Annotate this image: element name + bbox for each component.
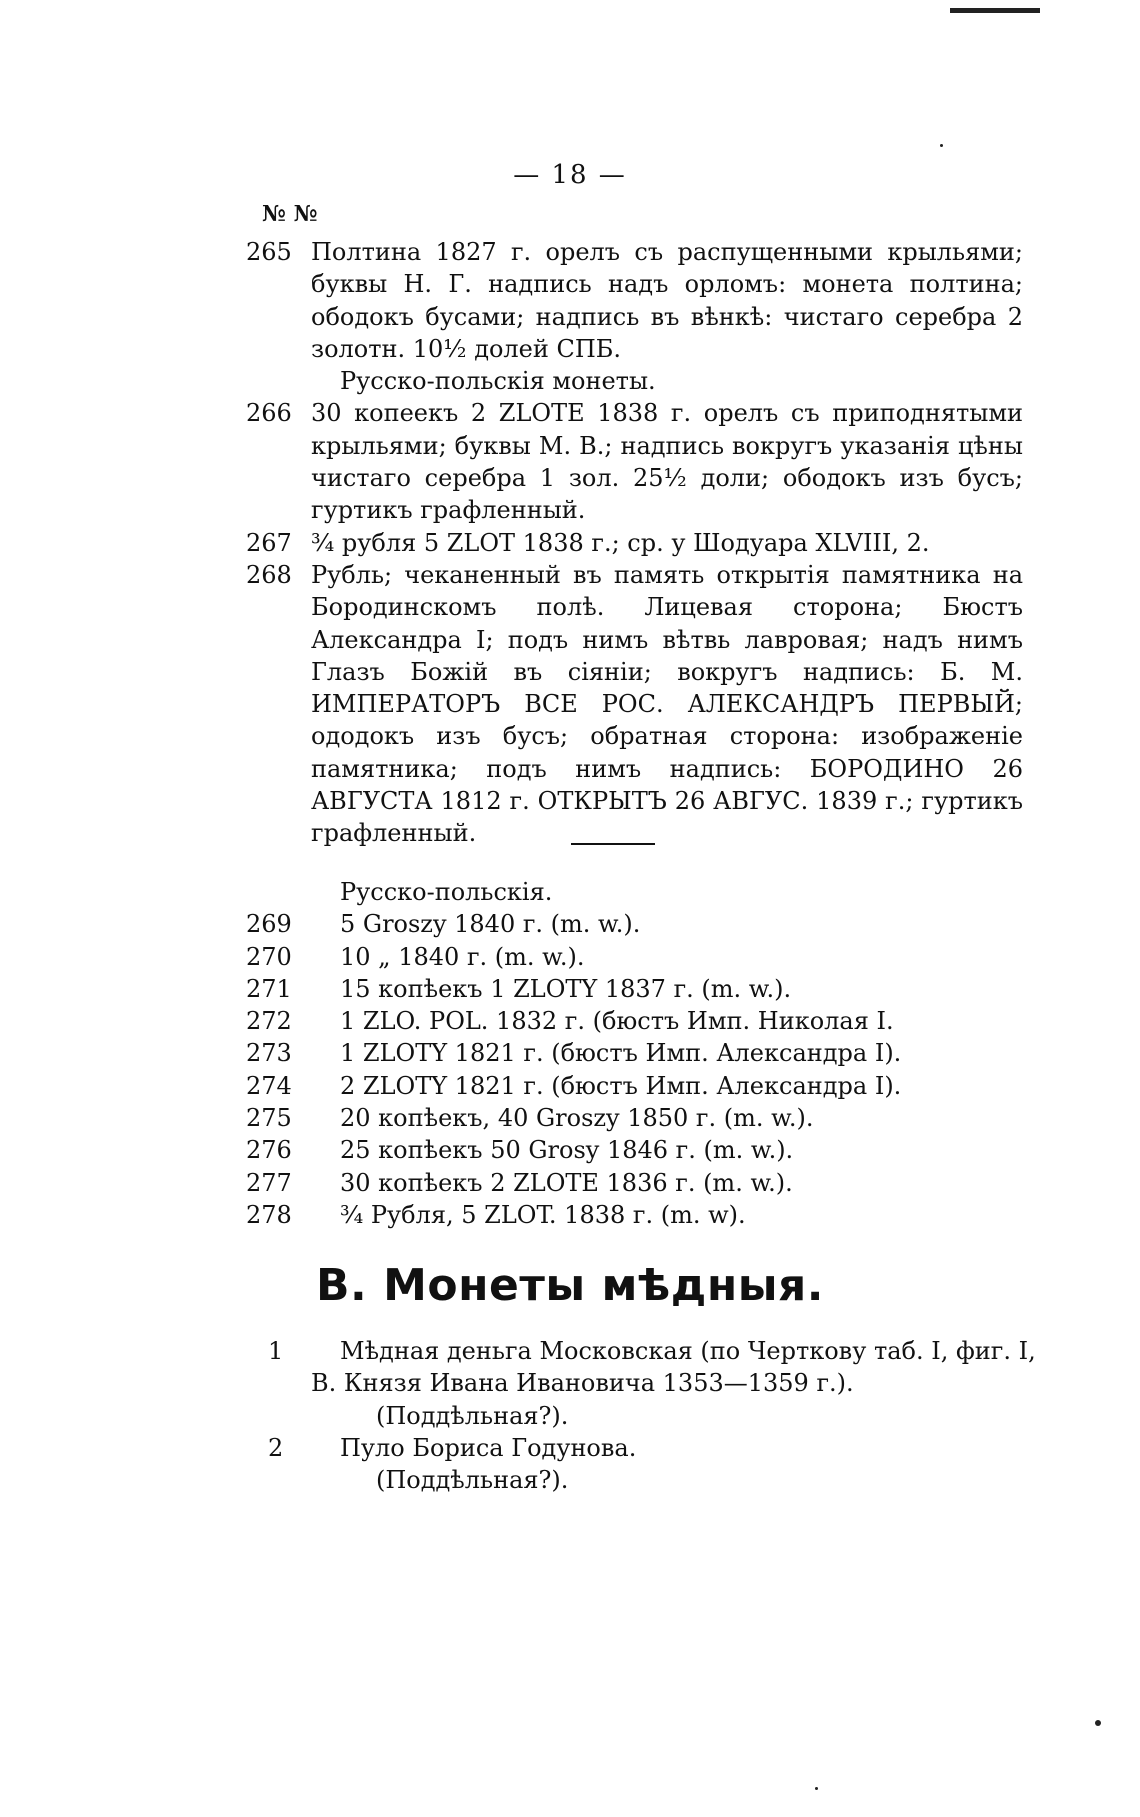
entry-text: Пуло Бориса Годунова. — [340, 1433, 637, 1462]
entry-text: Полтина 1827 г. орелъ съ распущенными крыльями; буквы Н. Г. надпись надъ орломъ: монета полтина; ободокъ бусами; надпись въ вѣнкѣ: чистаго серебра 2 золотн. 10½ долей СПБ. — [311, 238, 1023, 363]
entry-number: 275 — [246, 1104, 292, 1133]
list-item — [0, 1199, 1140, 1231]
entry-text: Мѣдная деньга Московская (по Черткову таб. I, фиг. I, — [340, 1337, 1036, 1365]
list-item-note — [0, 1464, 1140, 1496]
list-item — [0, 1335, 1140, 1367]
entry-number: 1 — [268, 1337, 284, 1365]
entry-text: ¾ рубля 5 ZLOT 1838 г.; ср. у Шодуара XLVIII, 2. — [311, 528, 930, 557]
entries-copper — [0, 1335, 1140, 1496]
page-number: — 18 — — [513, 160, 627, 190]
entry-number: 276 — [246, 1136, 292, 1165]
entry-text: В. Князя Ивана Ивановича 1353—1359 г.). — [311, 1369, 854, 1398]
entries-silver — [0, 236, 1140, 850]
list-item — [0, 1005, 1140, 1037]
entry-number: 277 — [246, 1168, 292, 1197]
entry-text: Рубль; чеканенный въ память открытія памятника на Бородинскомъ полѣ. Лицевая сторона; Бюстъ Александра I; подъ нимъ вѣтвь лавровая; надъ нимъ Глазъ Божій въ сіяніи; вокругъ надпись: Б. М. ИМПЕРАТОРЪ ВСЕ РОС. АЛЕКСАНДРЪ ПЕРВЫЙ; ододокъ изъ бусъ; обратная сторона: изображеніе памятника; подъ нимъ надпись: БОРОДИНО 26 АВГУСТА 1812 г. ОТКРЫТЪ 26 АВГУС. 1839 г.; гуртикъ графленный. — [311, 560, 1023, 848]
list-item — [0, 1432, 1140, 1464]
entry-note: (Поддѣльная?). — [376, 1401, 569, 1430]
entry-number: 268 — [246, 560, 292, 589]
list-item — [0, 1167, 1140, 1199]
entry-number: 278 — [246, 1200, 292, 1229]
entry-note: (Поддѣльная?). — [376, 1466, 569, 1495]
entries-russo-polish — [0, 876, 1140, 1231]
entry-text: 1 ZLOTY 1821 г. (бюстъ Имп. Александра I). — [340, 1039, 902, 1068]
ink-speck — [1095, 1720, 1101, 1726]
section-divider — [571, 843, 655, 845]
entry-text: ¾ Рубля, 5 ZLOT. 1838 г. (m. w). — [340, 1200, 746, 1229]
entry-text: 1 ZLO. POL. 1832 г. (бюстъ Имп. Николая I. — [340, 1007, 894, 1036]
entry-text: 30 копѣекъ 2 ZLOTE 1836 г. (m. w.). — [340, 1168, 793, 1197]
entry — [0, 559, 1140, 850]
entry-text: 15 копѣекъ 1 ZLOTY 1837 г. (m. w.). — [340, 974, 792, 1003]
list-item — [0, 1070, 1140, 1102]
entry-number: 265 — [246, 238, 292, 266]
section-label-text: Русско-польскія. — [340, 878, 553, 906]
entry-text: 20 копѣекъ, 40 Groszy 1850 г. (m. w.). — [340, 1104, 814, 1133]
entry-number: 273 — [246, 1039, 292, 1068]
entry-text: 25 копѣекъ 50 Grosy 1846 г. (m. w.). — [340, 1136, 794, 1165]
entry-number: 274 — [246, 1071, 292, 1100]
entry — [0, 527, 1140, 559]
list-item — [0, 1037, 1140, 1069]
entry-number: 271 — [246, 974, 292, 1003]
subheading — [0, 365, 1140, 397]
section-label — [0, 876, 1140, 908]
entry — [0, 236, 1140, 365]
entry-text: 2 ZLOTY 1821 г. (бюстъ Имп. Александра I). — [340, 1071, 902, 1100]
entry-text: 10 „ 1840 г. (m. w.). — [340, 942, 585, 971]
entry-number: 267 — [246, 528, 292, 557]
entry — [0, 397, 1140, 526]
list-item-note — [0, 1400, 1140, 1432]
list-item-continuation — [0, 1367, 1140, 1399]
section-heading: В. Монеты мѣдныя. — [316, 1260, 824, 1311]
list-item — [0, 1134, 1140, 1166]
list-item — [0, 1102, 1140, 1134]
ink-smudge — [950, 8, 1040, 13]
entry-number: 266 — [246, 399, 292, 428]
ink-speck — [940, 144, 943, 147]
list-item — [0, 908, 1140, 940]
entry-text: 5 Groszy 1840 г. (m. w.). — [340, 910, 641, 939]
entry-number: 272 — [246, 1007, 292, 1036]
entry-number: 269 — [246, 910, 292, 939]
list-item — [0, 941, 1140, 973]
entry-text: 30 копеекъ 2 ZLOTE 1838 г. орелъ съ приподнятыми крыльями; буквы М. В.; надпись вокругъ указанія цѣны чистаго серебра 1 зол. 25½ доли; ободокъ изъ бусъ; гуртикъ графленный. — [311, 399, 1023, 525]
subheading-text: Русско-польскія монеты. — [340, 367, 656, 396]
list-item — [0, 973, 1140, 1005]
numero-label: № № — [262, 201, 318, 227]
entry-number: 270 — [246, 942, 292, 971]
entry-number: 2 — [268, 1433, 284, 1462]
ink-speck — [815, 1787, 818, 1790]
